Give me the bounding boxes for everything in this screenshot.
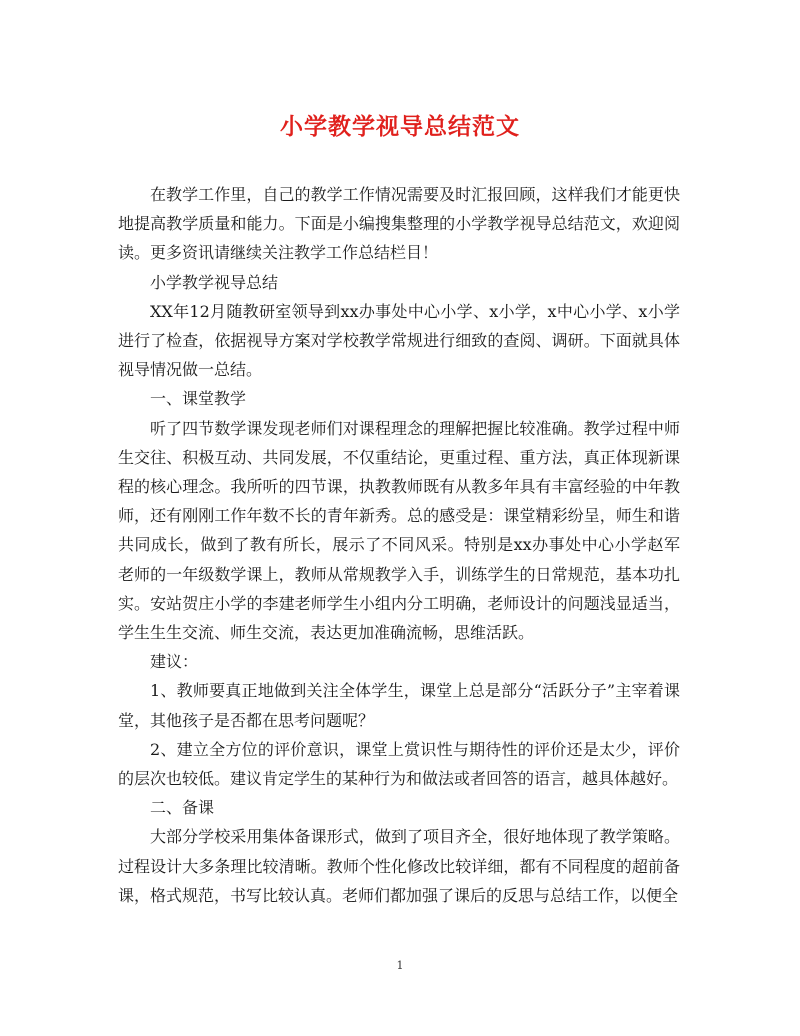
section-heading-lesson-prep: 二、备课: [150, 798, 215, 818]
classroom-paragraph: 听了四节数学课发现老师们对课程理念的理解把握比较准确。教学过程中师生交往、积极互动、共同发展，不仅重结论，更重过程、重方法，真正体现新课程的核心理念。我所听的四节课，执教教师既有从教多年具有丰富经验的中年教师，还有刚刚工作年数不长的青年新秀。总的感受是：课堂精彩纷呈，师生和谐共同成长，做到了教有所长，展示了不同风采。特别是xx办事处中心小学赵军老师的一年级数学课上，教师从常规教学入手，训练学生的日常规范，基本功扎实。安站贺庄小学的李建老师学生小组内分工明确，老师设计的问题浅显适当，学生生生交流、师生交流，表达更加准确流畅，思维活跃。: [118, 418, 680, 643]
suggestion-item-1: 1、教师要真正地做到关注全体学生，课堂上总是部分“活跃分子”主宰着课堂，其他孩子是否都在思考问题呢？: [118, 681, 680, 730]
lesson-prep-paragraph: 大部分学校采用集体备课形式，做到了项目齐全，很好地体现了教学策略。过程设计大多条理比较清晰。教师个性化修改比较详细，都有不同程度的超前备课，格式规范，书写比较认真。老师们都加强了课后的反思与总结工作，以便全: [118, 827, 680, 905]
document-body: [118, 180, 680, 910]
intro-paragraph: 在教学工作里，自己的教学工作情况需要及时汇报回顾，这样我们才能更快地提高教学质量和能力。下面是小编搜集整理的小学教学视导总结范文，欢迎阅读。更多资讯请继续关注教学工作总结栏目！: [118, 185, 680, 263]
page-number: 1: [396, 959, 404, 972]
subtitle-heading: 小学教学视导总结: [150, 272, 279, 292]
suggestion-item-2: 2、建立全方位的评价意识，课堂上赏识性与期待性的评价还是太少，评价的层次也较低。建议肯定学生的某种行为和做法或者回答的语言，越具体越好。: [118, 739, 680, 789]
section-heading-classroom: 一、课堂教学: [150, 389, 247, 409]
overview-paragraph: XX年12月随教研室领导到xx办事处中心小学、x小学，x中心小学、x小学进行了检查，依据视导方案对学校教学常规进行细致的查阅、调研。下面就具体视导情况做一总结。: [118, 301, 680, 380]
suggestions-heading: 建议：: [150, 652, 199, 672]
document-title: 小学教学视导总结范文: [280, 113, 520, 140]
